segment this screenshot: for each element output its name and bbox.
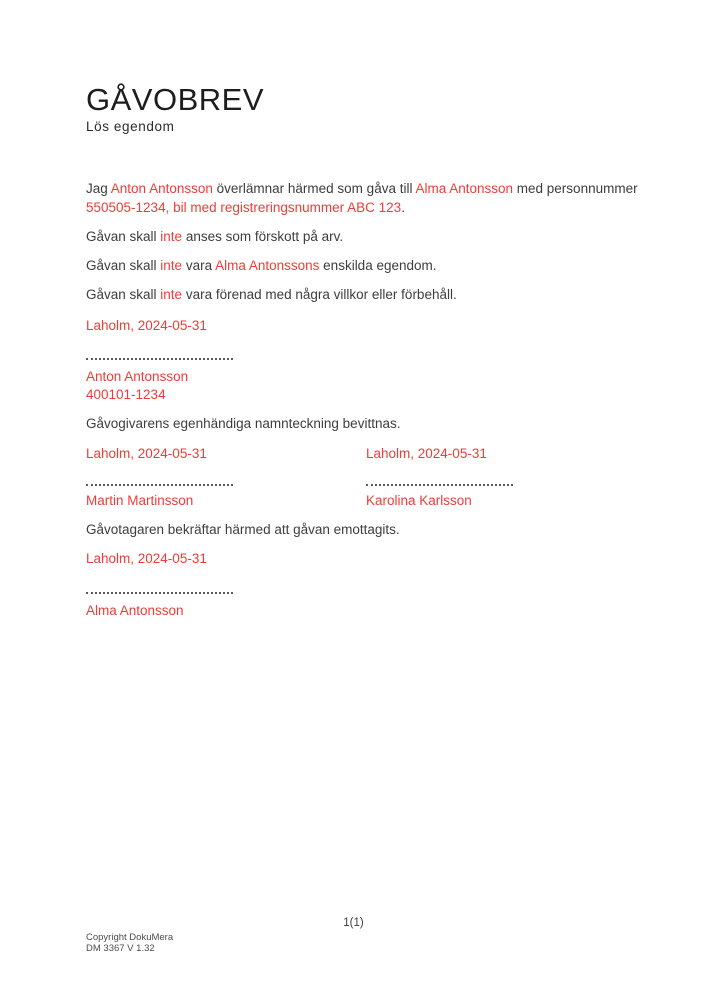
signature-line xyxy=(86,358,233,360)
clause-conditions xyxy=(86,285,646,304)
signature-line xyxy=(366,484,513,486)
clause-text: Gåvan skall xyxy=(86,229,161,244)
witness2-name: Karolina Karlsson xyxy=(366,493,472,508)
witness2-signature-block xyxy=(366,484,646,510)
witness-heading: Gåvogivarens egenhändiga namnteckning bevittnas. xyxy=(86,416,401,431)
clause-text: Gåvan skall xyxy=(86,287,161,302)
document-content xyxy=(86,0,646,620)
recipient-heading: Gåvotagaren bekräftar härmed att gåvan emottagits. xyxy=(86,522,400,537)
witness1-place-date: Laholm, 2024-05-31 xyxy=(86,446,207,461)
donor-signature-name: Anton Antonsson xyxy=(86,369,189,384)
signature-line xyxy=(86,592,233,594)
gift-details: 550505-1234, bil med registreringsnummer ABC 123 xyxy=(86,200,402,215)
page-number: 1(1) xyxy=(343,917,364,929)
footer-copyright: Copyright DokuMera xyxy=(86,932,174,943)
intro-prefix: Jag xyxy=(86,181,111,196)
footer-meta-block xyxy=(86,933,173,954)
witness-signatures-row xyxy=(86,484,646,510)
recipient-signature-name: Alma Antonsson xyxy=(86,603,184,618)
donor-name: Anton Antonsson xyxy=(110,181,213,196)
recipient-signature-block xyxy=(86,592,646,620)
clause-negation: inte xyxy=(160,287,183,302)
recipient-place-date: Laholm, 2024-05-31 xyxy=(86,551,207,566)
intro-middle: överlämnar härmed som gåva till xyxy=(212,181,416,196)
signature-line xyxy=(86,484,233,486)
witness1-signature-block xyxy=(86,484,366,510)
donor-signature-block xyxy=(86,358,646,404)
footer-document-id: DM 3367 V 1.32 xyxy=(86,942,155,954)
clause-text: vara xyxy=(182,258,216,273)
witness-dates-row xyxy=(86,445,646,463)
clause-text: enskilda egendom. xyxy=(319,258,437,273)
clause-negation: inte xyxy=(160,229,183,244)
clause-negation: inte xyxy=(160,258,183,273)
donor-personal-number: 400101-1234 xyxy=(86,387,166,402)
intro-paragraph xyxy=(86,179,646,217)
intro-period: . xyxy=(401,200,405,215)
donor-place-date: Laholm, 2024-05-31 xyxy=(86,318,207,333)
clause-advance-on-inheritance xyxy=(86,227,646,246)
clause-text: Gåvan skall xyxy=(86,258,161,273)
witness1-name: Martin Martinsson xyxy=(86,493,194,508)
intro-suffix: med personnummer xyxy=(513,181,638,196)
recipient-name: Alma Antonsson xyxy=(415,181,514,196)
document-subtitle: Lös egendom xyxy=(86,119,175,134)
clause-separate-property xyxy=(86,256,646,275)
owner-name: Alma Antonssons xyxy=(215,258,320,273)
witness2-place-date: Laholm, 2024-05-31 xyxy=(366,446,487,461)
document-title: GÅVOBREV xyxy=(86,82,264,117)
clause-text: anses som förskott på arv. xyxy=(182,229,344,244)
clause-text: vara förenad med några villkor eller förbehåll. xyxy=(182,287,457,302)
